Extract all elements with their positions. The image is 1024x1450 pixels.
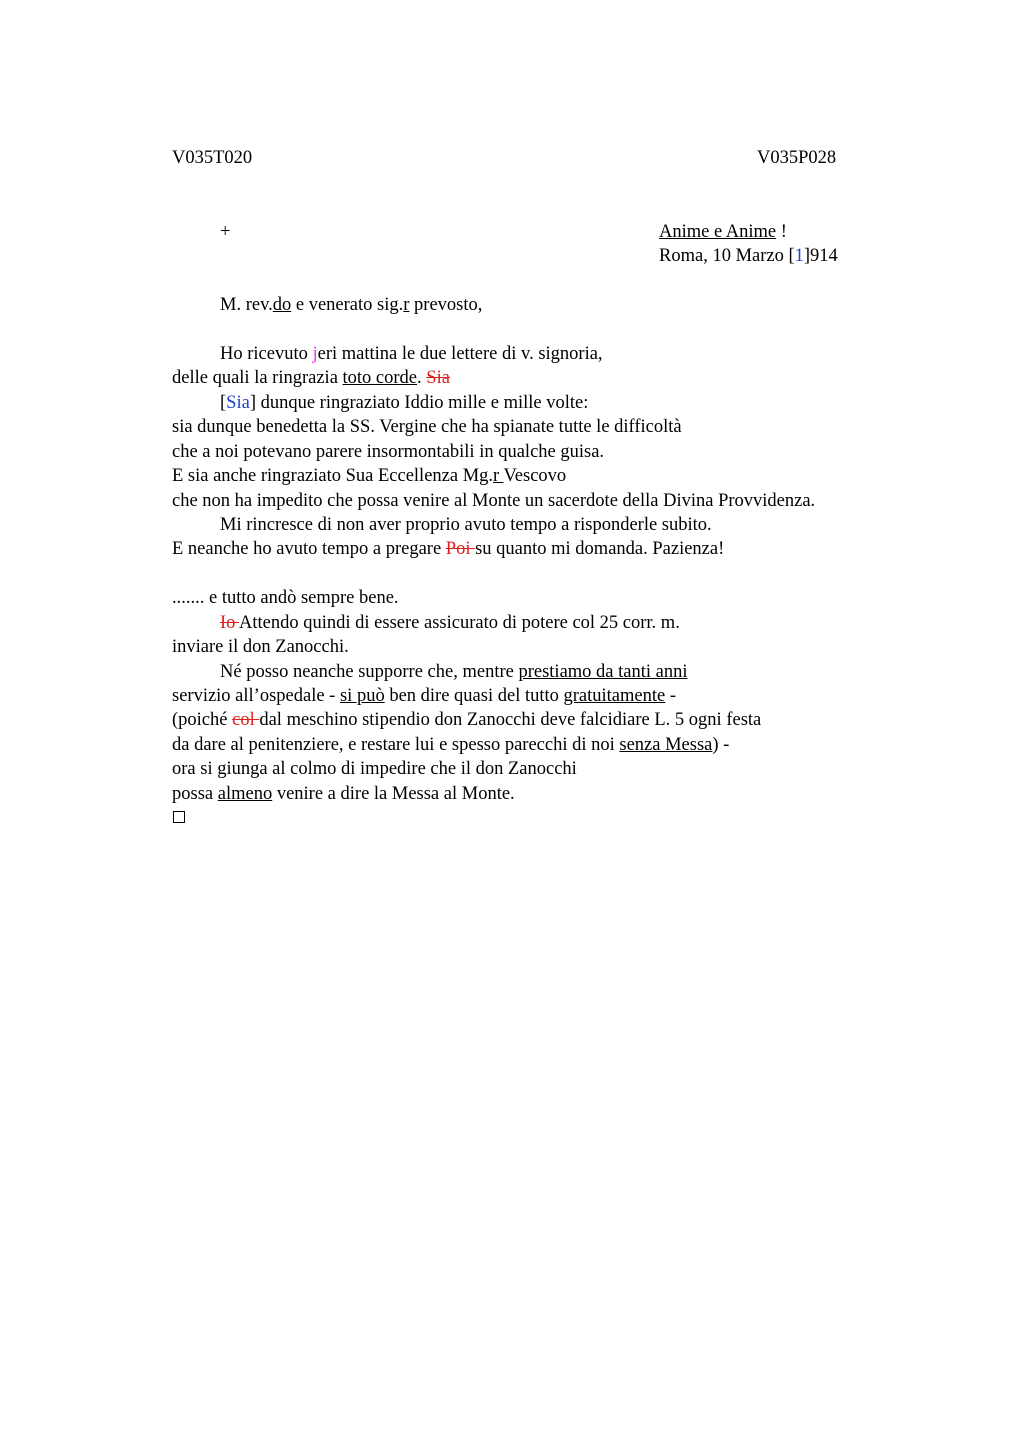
- cross-symbol: +: [220, 222, 231, 242]
- correction-mark: j: [312, 344, 318, 364]
- body-line-4: sia dunque benedetta la SS. Vergine che ha spianate tutte le difficoltà: [172, 417, 682, 437]
- text-run: .: [417, 368, 427, 388]
- salutation-part: M. rev.: [220, 295, 273, 315]
- salutation-superscript: r: [403, 295, 410, 315]
- body-line-1: [220, 342, 603, 366]
- salutation-superscript: do: [272, 295, 292, 315]
- text-run: Attendo quindi di essere assicurato di potere col 25 corr. m.: [239, 613, 680, 633]
- body-line-7: che non ha impedito che possa venire al Monte un sacerdote della Divina Provvidenza.: [172, 491, 816, 511]
- body-line-11: [220, 611, 680, 635]
- text-run: venire a dire la Messa al Monte.: [272, 784, 515, 804]
- body-line-6: [172, 464, 566, 488]
- document-code-right: V035P028: [757, 148, 837, 168]
- body-line-8: Mi rincresce di non aver proprio avuto tempo a risponderle subito.: [220, 515, 712, 535]
- salutation: [220, 293, 482, 317]
- underlined-phrase: prestiamo da tanti anni: [518, 662, 688, 682]
- body-line-13: [220, 660, 688, 684]
- body-line-3: [220, 391, 588, 415]
- body-line-10: ....... e tutto andò sempre bene.: [172, 588, 399, 608]
- body-line-2: [172, 366, 450, 390]
- date-insertion: 1: [794, 246, 804, 266]
- text-run: (poiché: [172, 710, 233, 730]
- salutation-part: prevosto,: [409, 295, 483, 315]
- body-line-14: [172, 684, 676, 708]
- underlined-phrase: almeno: [217, 784, 273, 804]
- letter-date: [659, 244, 838, 268]
- date-part: Roma, 10 Marzo [: [659, 246, 795, 266]
- inserted-word: Sia: [226, 393, 250, 413]
- text-run: servizio all’ospedale -: [172, 686, 340, 706]
- underlined-phrase: toto corde: [342, 368, 418, 388]
- text-run: possa: [172, 784, 218, 804]
- text-run: ) -: [712, 735, 730, 755]
- text-run: dal meschino stipendio don Zanocchi deve falcidiare L. 5 ogni festa: [259, 710, 762, 730]
- salutation-part: e venerato sig.: [291, 295, 404, 315]
- text-run: Vescovo: [503, 466, 567, 486]
- body-line-18: [172, 782, 515, 806]
- text-run: E neanche ho avuto tempo a pregare: [172, 539, 446, 559]
- body-line-16: [172, 733, 729, 757]
- deleted-word: Poi: [445, 539, 476, 559]
- document-code-left: V035T020: [172, 148, 253, 168]
- body-line-9: [172, 537, 724, 561]
- body-line-5: che a noi potevano parere insormontabili in qualche guisa.: [172, 442, 605, 462]
- motto-text: Anime e Anime: [659, 222, 777, 242]
- motto: [659, 220, 787, 244]
- text-run: ] dunque ringraziato Iddio mille e mille volte:: [249, 393, 589, 413]
- text-run: E sia anche ringraziato Sua Eccellenza Mg.: [172, 466, 494, 486]
- date-part: ]914: [803, 246, 838, 266]
- text-run: [: [220, 393, 227, 413]
- end-box-icon: [173, 811, 185, 823]
- text-run: Ho ricevuto: [220, 344, 313, 364]
- text-run: -: [665, 686, 677, 706]
- text-run: delle quali la ringrazia: [172, 368, 343, 388]
- text-run: ben dire quasi del tutto: [384, 686, 564, 706]
- motto-exclamation: !: [776, 222, 787, 242]
- text-run: da dare al penitenziere, e restare lui e spesso parecchi di noi: [172, 735, 620, 755]
- text-run: eri mattina le due lettere di v. signoria,: [317, 344, 603, 364]
- text-run: Né posso neanche supporre che, mentre: [220, 662, 519, 682]
- deleted-word: Sia: [426, 368, 450, 388]
- body-line-17: ora si giunga al colmo di impedire che il don Zanocchi: [172, 759, 577, 779]
- deleted-word: Io: [220, 613, 240, 633]
- body-line-15: [172, 708, 761, 732]
- underlined-phrase: senza Messa: [619, 735, 713, 755]
- text-run: su quanto mi domanda. Pazienza!: [475, 539, 725, 559]
- deleted-word: col: [232, 710, 260, 730]
- underlined-superscript: r: [493, 466, 504, 486]
- underlined-phrase: gratuitamente: [563, 686, 666, 706]
- body-line-12: inviare il don Zanocchi.: [172, 637, 349, 657]
- underlined-phrase: si può: [339, 686, 385, 706]
